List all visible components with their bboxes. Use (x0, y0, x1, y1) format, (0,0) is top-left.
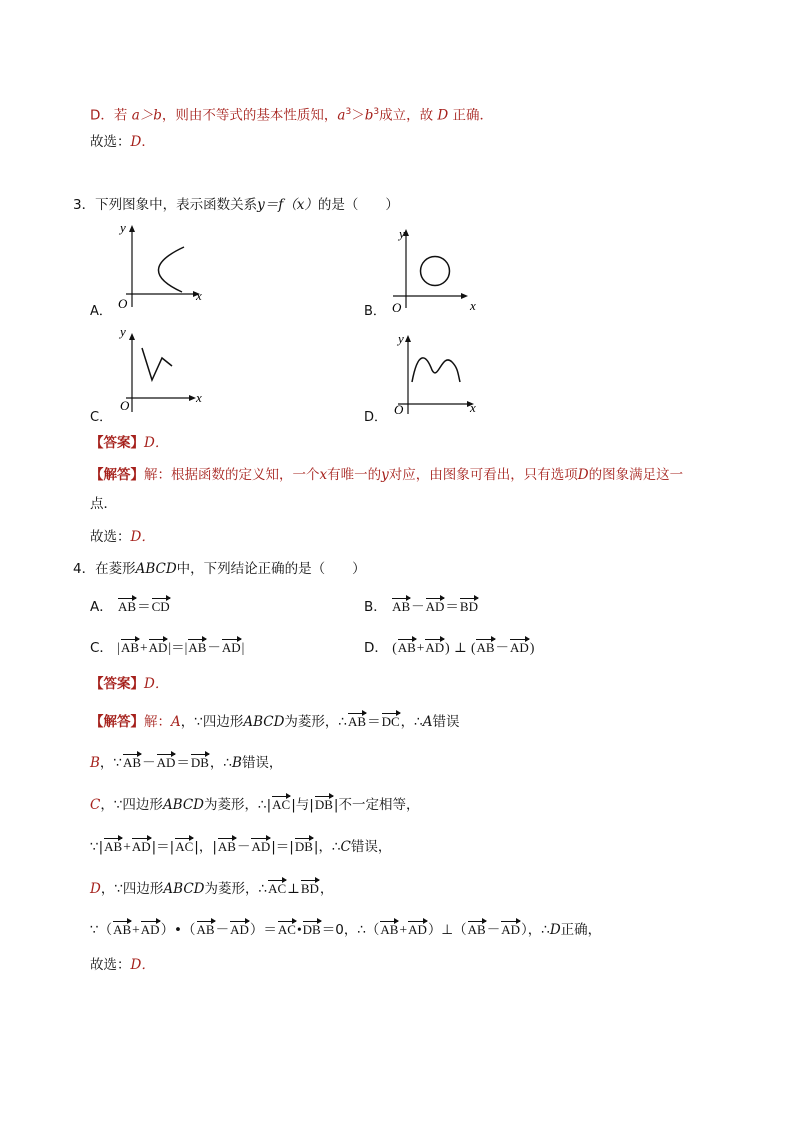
q4-solution-line2: B，∵AB－AD＝DB，∴B错误， (90, 755, 283, 771)
q3-answer: 【答案】D． (90, 435, 169, 451)
origin-label: O (394, 402, 404, 417)
q3-choose-line: 故选：D． (90, 529, 155, 545)
axis-x-label: x (196, 288, 202, 303)
q3-graph-d (390, 330, 490, 420)
q3-option-d-label: D． (364, 410, 388, 425)
axis-y-label: y (398, 331, 404, 346)
q4-stem: 4．在菱形ABCD中，下列结论正确的是（ ） (73, 561, 366, 577)
origin-label: O (118, 296, 128, 311)
origin-label: O (392, 300, 402, 315)
q3-option-b-label: B． (364, 304, 386, 319)
q4-solution-line4: ∵|AB+AD|＝|AC|，|AB－AD|＝|DB|，∴C错误， (90, 839, 392, 855)
q3-solution: 【解答】解：根据函数的定义知，一个x有唯一的y对应，由图象可看出，只有选项D的图象满足这一 (90, 467, 684, 483)
q4-solution-line6: ∵（AB+AD）•（AB－AD）＝AC•DB＝0，∴（AB+AD）⊥（AB－AD），∴D正确， (90, 922, 602, 938)
axis-y-label: y (399, 226, 405, 241)
axis-x-label: x (470, 400, 476, 415)
q3-solution-line2: 点． (90, 496, 117, 512)
q3-graph-c (112, 322, 212, 414)
prev-solution-d-line: D．若 a＞b，则由不等式的基本性质知，$a^3>b^3$成立，故 D 正确． (90, 107, 493, 124)
q3-option-c-label: C． (90, 410, 113, 425)
q4-option-b: B． AB－AD＝BD (364, 599, 478, 615)
axis-y-label: y (120, 222, 126, 235)
q3-option-a-label: A． (90, 304, 112, 319)
q3-stem: 3．下列图象中，表示函数关系y＝f（x）的是（ ） (73, 197, 399, 213)
q4-solution-line1: 【解答】解：A，∵四边形ABCD为菱形，∴AB＝DC，∴A错误 (90, 714, 460, 730)
q4-answer: 【答案】D． (90, 676, 169, 692)
axis-x-label: x (470, 298, 476, 313)
axis-x-label: x (196, 390, 202, 405)
q4-option-c: C． |AB+AD|＝|AB－AD| (90, 640, 245, 656)
q4-solution-line3: C，∵四边形ABCD为菱形，∴|AC|与|DB|不一定相等， (90, 797, 420, 813)
prev-choose-line: 故选：D． (90, 134, 155, 150)
q4-option-d: D． (AB+AD) ⊥ (AB－AD) (364, 640, 535, 656)
q4-choose-line: 故选：D． (90, 957, 155, 973)
q3-graph-b (388, 224, 488, 316)
origin-label: O (120, 398, 130, 413)
q4-option-a: A． AB＝CD (90, 599, 170, 615)
axis-y-label: y (120, 324, 126, 339)
q4-solution-line5: D，∵四边形ABCD为菱形，∴AC⊥BD， (90, 881, 334, 897)
q3-graph-a (112, 222, 212, 317)
